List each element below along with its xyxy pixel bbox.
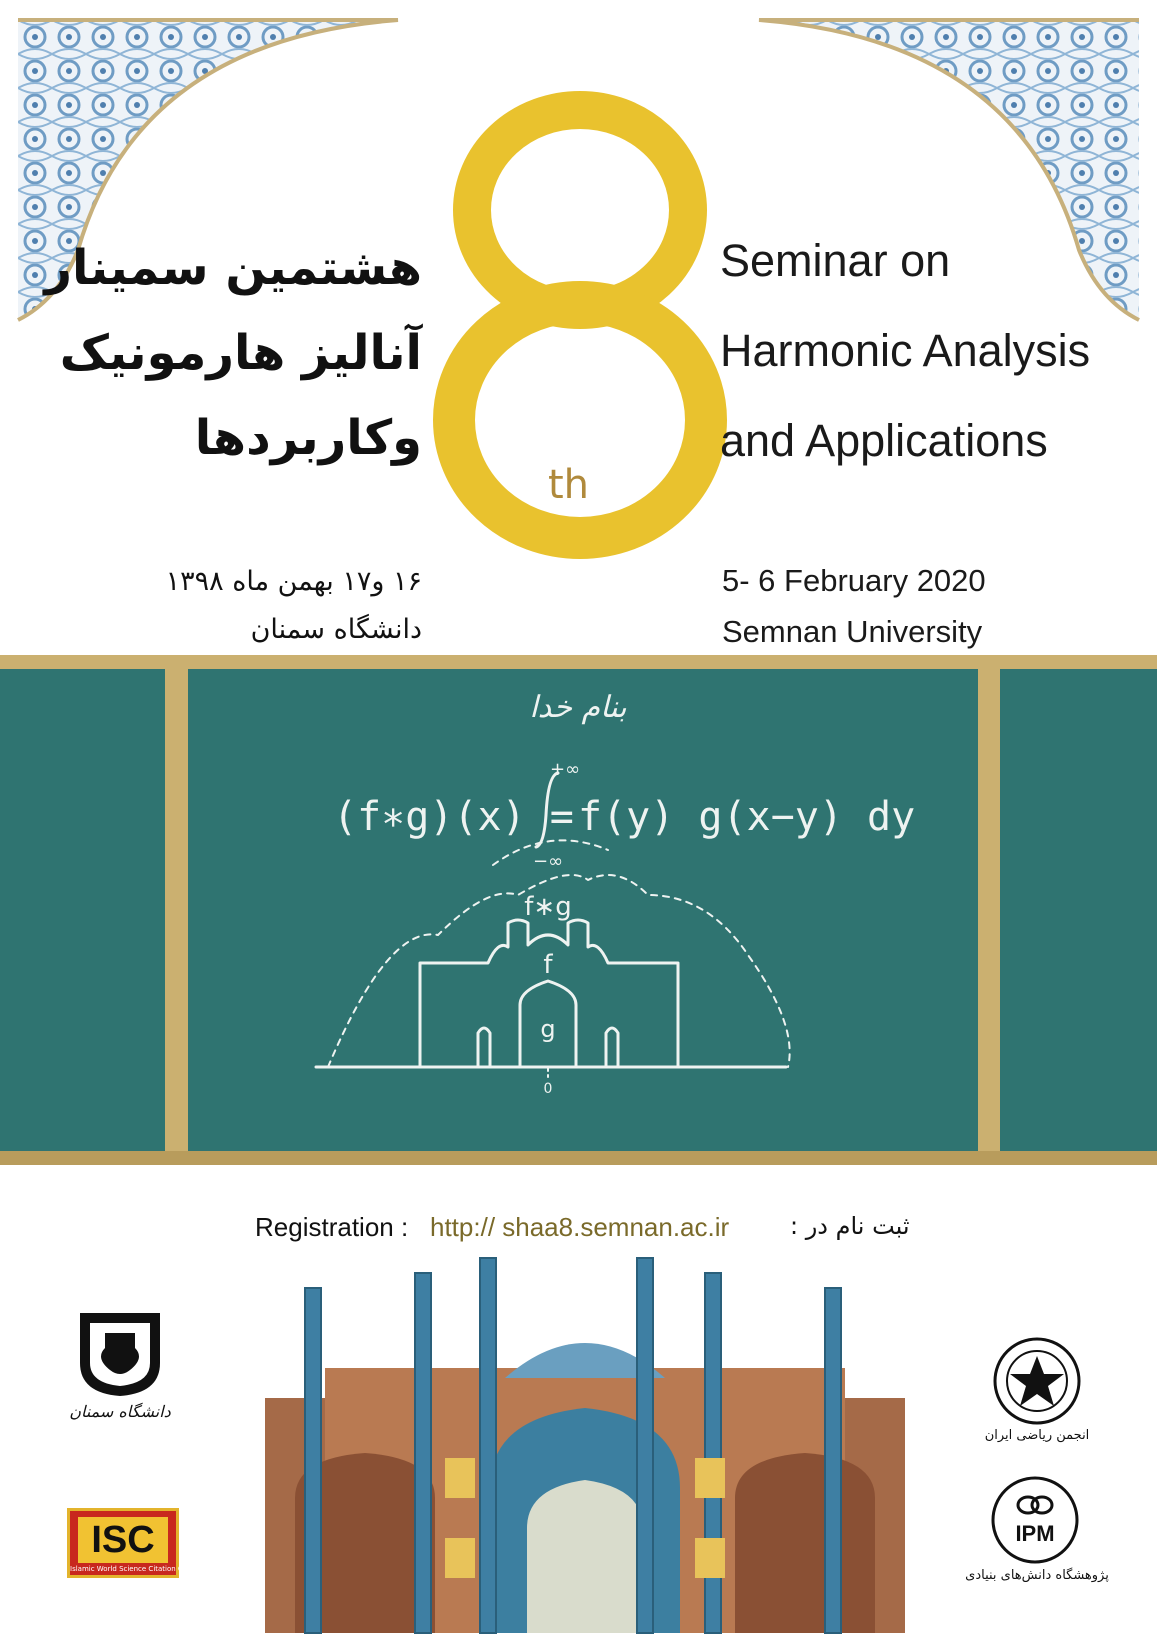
integral-upper-limit: +∞ (550, 759, 581, 780)
semnan-logo-caption: دانشگاه سمنان (69, 1402, 171, 1421)
label-origin: 0 (543, 1081, 553, 1097)
registration-url-link[interactable]: http:// shaa8.semnan.ac.ir (430, 1212, 730, 1242)
blackboard (0, 655, 1157, 1165)
label-f: f (543, 950, 553, 980)
formula-left-side: (f∗g)(x) = (333, 794, 574, 840)
label-g: g (540, 1015, 556, 1043)
board-chalk-drawing (188, 655, 978, 1165)
persian-title-line3: وکاربردها (194, 410, 422, 466)
iranian-math-society-logo (992, 1336, 1082, 1426)
semnan-gate-illustration (265, 1258, 905, 1633)
board-chalk-tray (0, 1151, 1157, 1165)
english-title-line1: Seminar on (720, 235, 951, 286)
board-right-panel (1000, 669, 1157, 1151)
persian-title-line2: آنالیز هارمونیک (59, 325, 422, 381)
english-title-line2: Harmonic Analysis (720, 325, 1091, 376)
persian-date: ۱۶ و۱۷ بهمن ماه ۱۳۹۸ (165, 566, 422, 597)
english-title-line3: and Applications (720, 415, 1048, 466)
basmala-text: بنام خدا (529, 690, 627, 725)
isc-logo (67, 1508, 202, 1578)
ordinal-number-text: 8 (580, 90, 581, 91)
ipm-logo-caption: پژوهشگاه دانش‌های بنیادی (965, 1568, 1109, 1583)
semnan-university-logo (75, 1308, 165, 1398)
formula-right-side: f(y) g(x−y) dy (578, 794, 916, 840)
english-date: 5- 6 February 2020 (722, 563, 986, 598)
isc-logo-caption: Islamic World Science Citation Center (70, 1565, 202, 1573)
isc-logo-text: ISC (78, 1517, 168, 1563)
board-left-panel (0, 669, 165, 1151)
ordinal-suffix: th (548, 462, 590, 508)
right-small-arch (606, 1028, 618, 1067)
registration-label: Registration : (255, 1212, 409, 1242)
ipm-logo (990, 1475, 1080, 1565)
left-small-arch (478, 1028, 490, 1067)
ims-ring-text: IRANIAN MATHEMATICAL SOCIETY (1037, 1336, 1054, 1337)
persian-title-line1: هشتمین سمینار (44, 240, 422, 296)
integral-lower-limit: −∞ (533, 851, 564, 872)
english-venue: Semnan University (722, 614, 983, 649)
ipm-logo-text: IPM (1015, 1521, 1055, 1546)
registration-persian-label: ثبت نام در : (790, 1212, 910, 1240)
persian-venue: دانشگاه سمنان (250, 614, 422, 645)
ims-logo-caption: انجمن ریاضی ایران (984, 1428, 1090, 1443)
building-outline (420, 920, 678, 1067)
label-convolution: f∗g (524, 892, 572, 922)
